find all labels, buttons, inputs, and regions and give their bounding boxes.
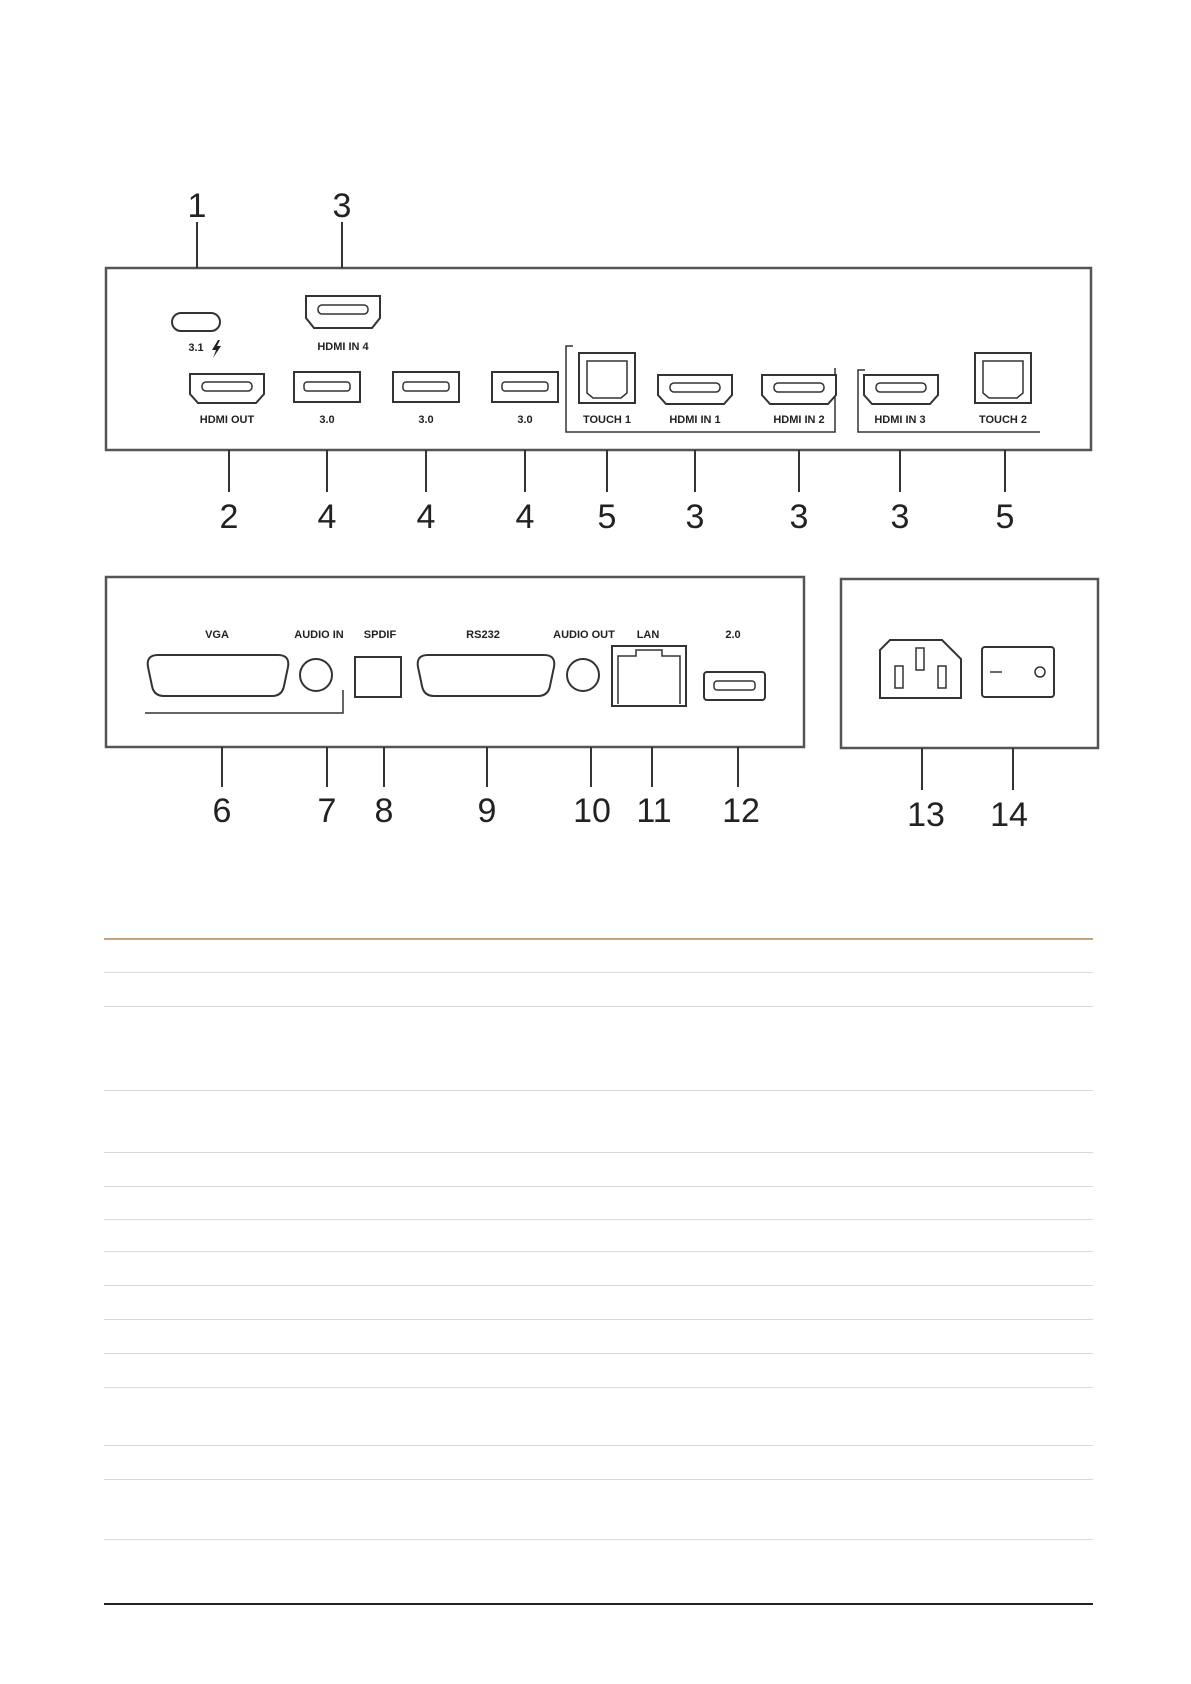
callout-11: 11 [636, 792, 672, 830]
touch-1-port [579, 353, 635, 403]
callout-14: 14 [990, 796, 1028, 834]
usb-2-port [704, 672, 765, 700]
audio-in-label: AUDIO IN [294, 629, 344, 641]
callout-3b: 3 [789, 498, 809, 536]
spdif-port [355, 657, 401, 697]
callout-10: 10 [573, 792, 611, 830]
spdif-label: SPDIF [363, 629, 397, 641]
usb-a-port-1 [294, 372, 360, 402]
callout-13: 13 [907, 796, 945, 834]
rs232-port [418, 655, 555, 696]
table-row-rule [104, 1387, 1093, 1388]
callout-3c: 3 [890, 498, 910, 536]
usb-a-label-1: 3.0 [319, 414, 335, 426]
power-switch [982, 647, 1054, 697]
hdmi-in-4-port [306, 296, 380, 328]
table-row-rule [104, 1251, 1093, 1252]
lan-label: LAN [636, 629, 660, 641]
table-row-rule [104, 972, 1093, 973]
callout-12: 12 [722, 792, 760, 830]
callout-9: 9 [477, 792, 497, 830]
callout-8: 8 [374, 792, 394, 830]
table-row-rule [104, 1090, 1093, 1091]
usb-a-port-2 [393, 372, 459, 402]
touch-2-port [975, 353, 1031, 403]
table-row-rule [104, 1319, 1093, 1320]
usb-c-port [172, 313, 220, 331]
callout-2: 2 [219, 498, 239, 536]
callout-4a: 4 [317, 498, 337, 536]
hdmi-in-3-label: HDMI IN 3 [874, 414, 926, 426]
usb-a-port-3 [492, 372, 558, 402]
callout-3-top: 3 [332, 187, 352, 225]
hdmi-in-2-port [762, 375, 836, 404]
table-row-rule [104, 1353, 1093, 1354]
hdmi-in-4-label: HDMI IN 4 [317, 341, 369, 353]
table-header-rule [104, 938, 1093, 940]
audio-out-label: AUDIO OUT [553, 629, 615, 641]
table-row-rule [104, 1006, 1093, 1007]
hdmi-in-2-label: HDMI IN 2 [773, 414, 825, 426]
callout-4b: 4 [416, 498, 436, 536]
callout-7: 7 [317, 792, 337, 830]
touch-2-label: TOUCH 2 [978, 414, 1028, 426]
lan-port [612, 646, 686, 706]
hdmi-out-port [190, 374, 264, 403]
usb-c-label: 3.1 [188, 342, 204, 354]
usb-a-label-3: 3.0 [517, 414, 533, 426]
hdmi-in-1-port [658, 375, 732, 404]
table-row-rule [104, 1479, 1093, 1480]
callout-6: 6 [212, 792, 232, 830]
callout-5b: 5 [995, 498, 1015, 536]
table-row-rule [104, 1152, 1093, 1153]
page-footer-rule [104, 1603, 1093, 1605]
vga-label: VGA [205, 629, 229, 641]
table-row-rule [104, 1186, 1093, 1187]
callout-3a: 3 [685, 498, 705, 536]
touch-1-label: TOUCH 1 [582, 414, 632, 426]
audio-out-port [567, 659, 599, 691]
power-inlet [880, 640, 961, 698]
callout-4c: 4 [515, 498, 535, 536]
table-row-rule [104, 1219, 1093, 1220]
hdmi-in-1-label: HDMI IN 1 [669, 414, 721, 426]
usb-2-label: 2.0 [725, 629, 741, 641]
callout-1: 1 [187, 187, 207, 225]
rs232-label: RS232 [466, 629, 500, 641]
hdmi-in-3-port [864, 375, 938, 404]
usb-a-label-2: 3.0 [418, 414, 434, 426]
table-row-rule [104, 1539, 1093, 1540]
audio-in-port [300, 659, 332, 691]
table-row-rule [104, 1445, 1093, 1446]
hdmi-out-label: HDMI OUT [199, 414, 255, 426]
callout-5a: 5 [597, 498, 617, 536]
table-row-rule [104, 1285, 1093, 1286]
vga-port [148, 655, 289, 696]
